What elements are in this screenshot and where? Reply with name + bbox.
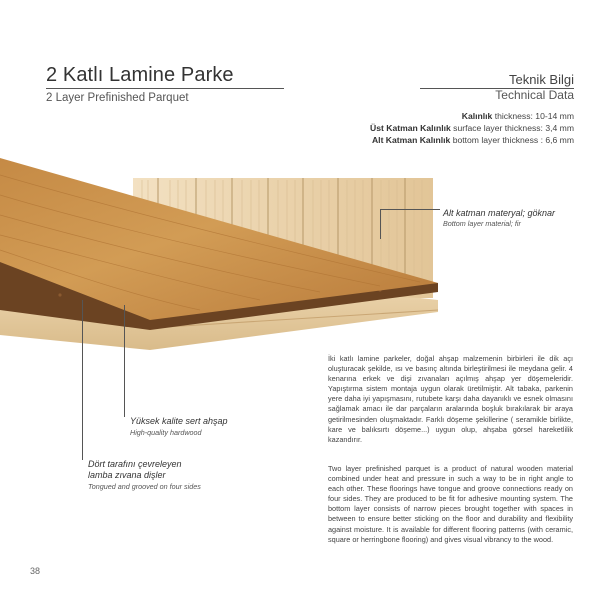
spec-label: Kalınlık: [461, 111, 493, 121]
title-divider: [46, 88, 284, 89]
spec-value: thickness: 10-14 mm: [494, 111, 574, 121]
spec-thickness: [462, 111, 574, 121]
spec-label: Üst Katman Kalınlık: [370, 123, 451, 133]
spec-value: bottom layer thickness : 6,6 mm: [452, 135, 574, 145]
callout-tongue-groove-en: Tongued and grooved on four sides: [88, 482, 201, 491]
page-subtitle: 2 Layer Prefinished Parquet: [46, 92, 189, 104]
spec-surface-thickness: [370, 123, 574, 133]
spec-bottom-thickness: [372, 135, 574, 145]
callout-hardwood-tr: Yüksek kalite sert ahşap: [130, 416, 228, 426]
parquet-plank-illustration: [0, 150, 450, 360]
callout-leader-line: [380, 209, 440, 210]
callout-leader-line: [380, 209, 381, 239]
callout-leader-line: [82, 300, 83, 460]
callout-tongue-groove-tr-line2: lamba zıvana dişler: [88, 470, 166, 480]
callout-leader-line: [124, 305, 125, 417]
technical-data-heading-tr: Teknik Bilgi: [508, 72, 574, 87]
spec-label: Alt Katman Kalınlık: [371, 135, 451, 145]
page-title: 2 Katlı Lamine Parke: [46, 64, 234, 86]
description-paragraph-en: Two layer prefinished parquet is a product of natural wooden material combined under heat and pressure in such a way to be in right angle to each other. These floorings have tongue and groove connections ready on four sides. They are produced to be fit for adhesive mounting system. The bottom layer consists of narrow pieces brought together with spaces in between to ensure better sticking on the floor and durability and flexibility against moisture. It is available for different flooring patterns (with ceramic, square or herringbone flooring) and gives visual vibrancy to the wood.: [328, 464, 573, 544]
technical-data-heading-en: Technical Data: [495, 88, 574, 102]
callout-tongue-groove-tr-line1: Dört tarafını çevreleyen: [88, 459, 182, 469]
callout-hardwood-en: High-quality hardwood: [130, 428, 202, 437]
callout-bottom-layer-en: Bottom layer material; fir: [443, 219, 521, 228]
description-paragraph-tr: İki katlı lamine parkeler, doğal ahşap malzemenin birbirleri ile dik açı oluşturacak şekilde, ısı ve basınç altında birleştirilmesi ile meydana gelir. 4 kenarına erkek ve dişi zıvanaları açılmış ahşap yer döşemeleridir. Yapıştırma sistem montaja uygun olarak üretilmiştir. Alt tabaka, parkenin yere daha iyi yapışmasını, rutubete karşı daha dayanıklı ve esnek olmasını sağlamak amacı ile dar parçaların aralarında boşluk bırakılarak bir araya getirilmesinden oluşmaktadır. Farklı döşeme şekillerine ( seramikle birlikte, kare ve balıksırtı döşeme...) uygun olup, ahşaba görsel hareketlilik kazandırır.: [328, 354, 573, 444]
page-number: 38: [30, 566, 41, 576]
spec-value: surface layer thickness: 3,4 mm: [453, 123, 574, 133]
callout-bottom-layer-tr: Alt katman materyal; göknar: [443, 208, 556, 218]
